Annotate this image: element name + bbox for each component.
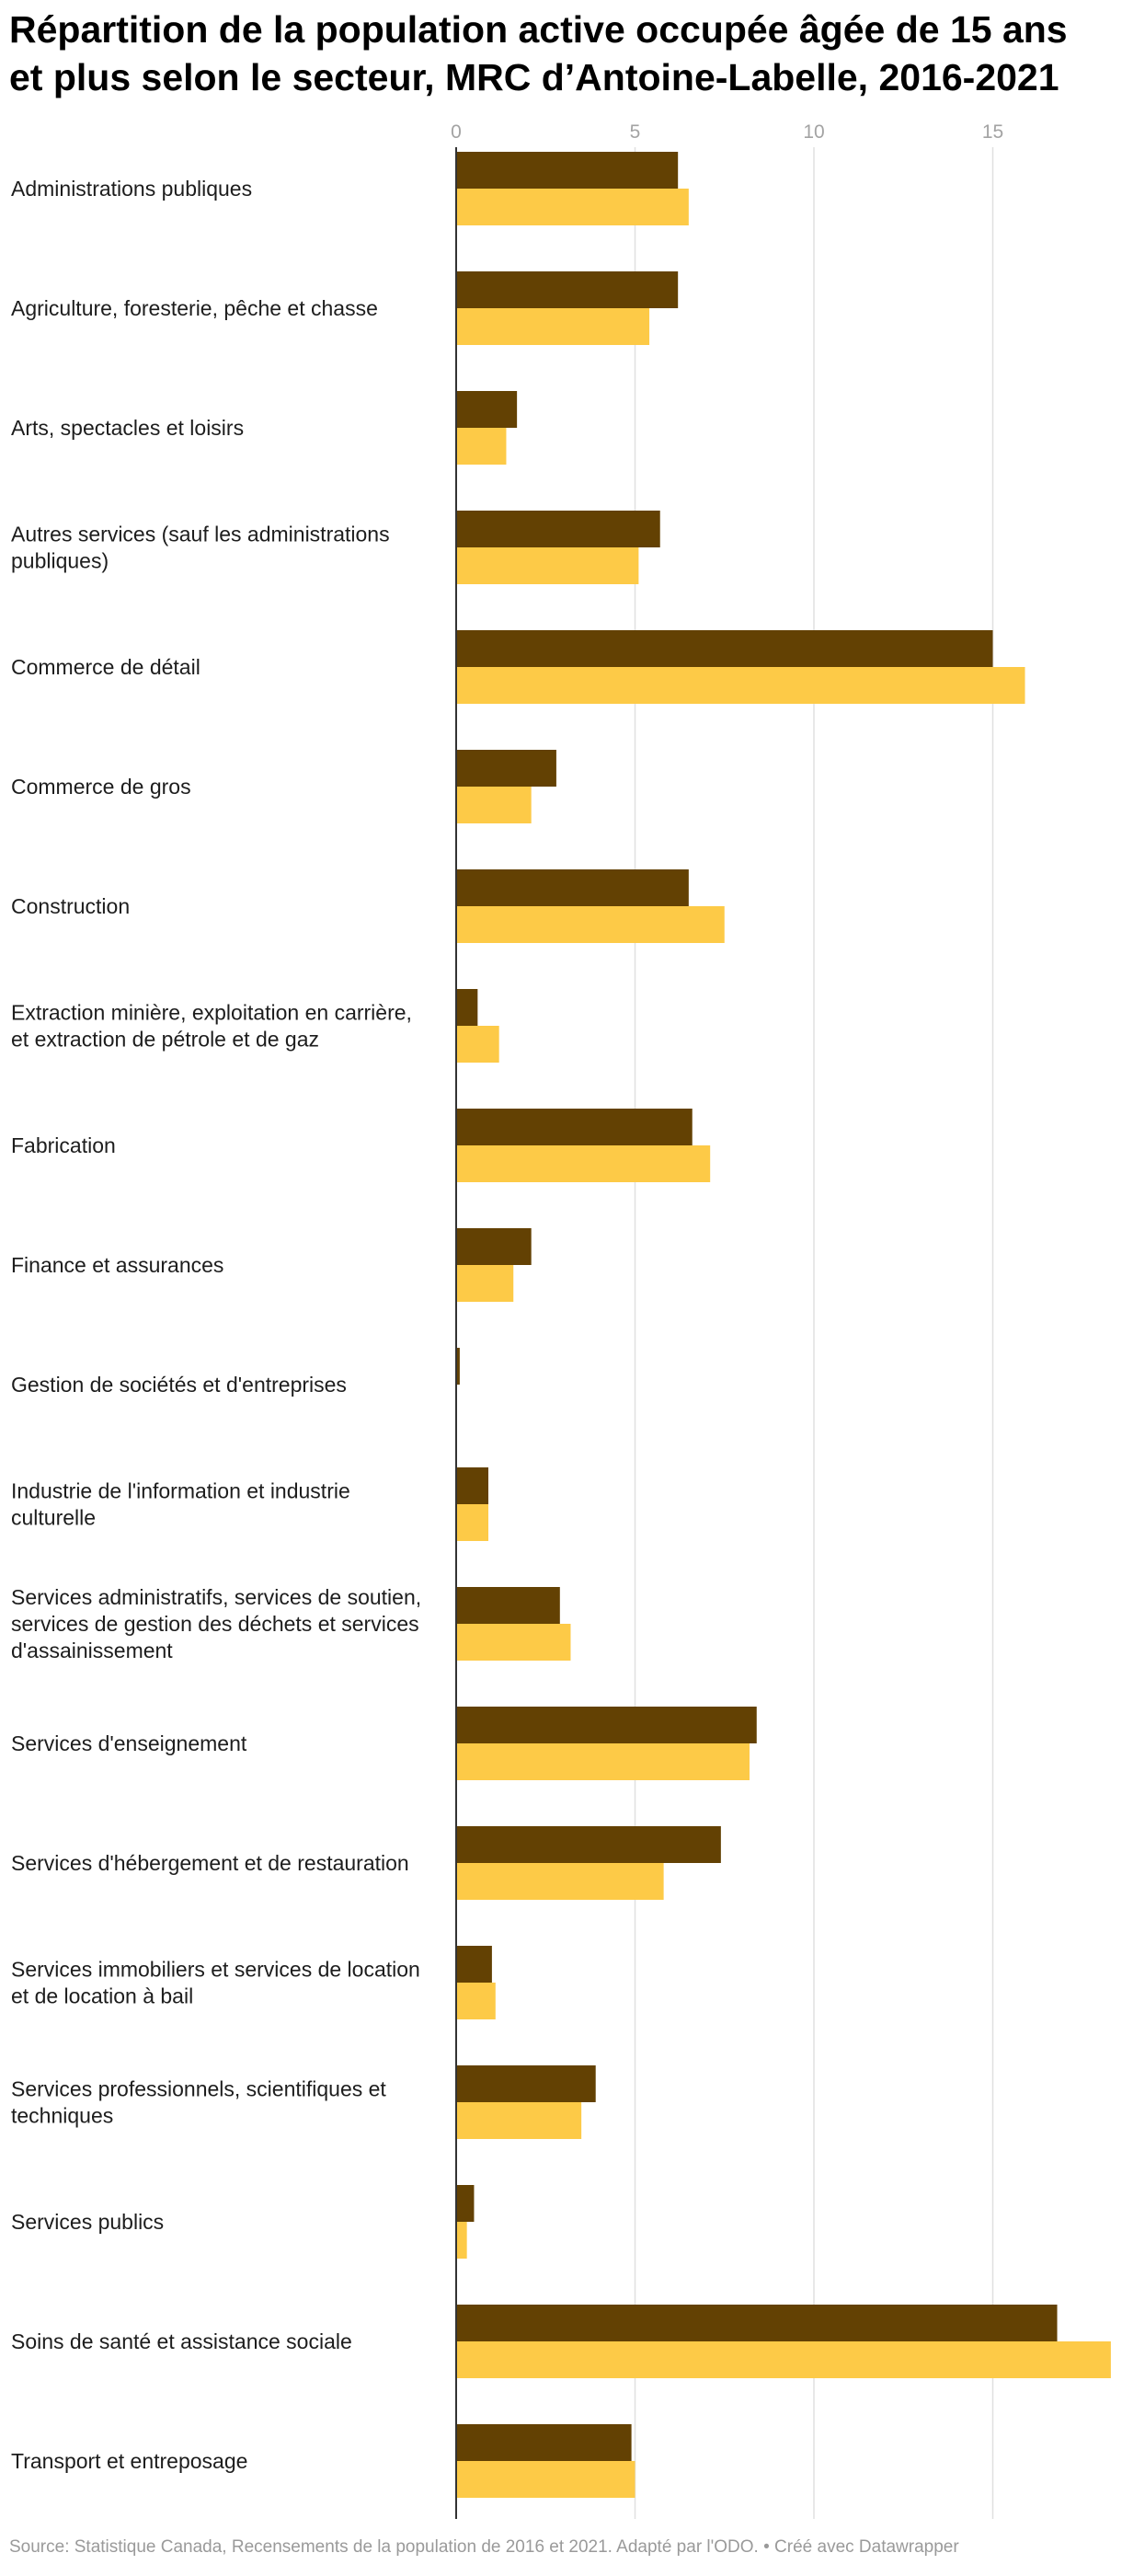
bar-series-1-2 xyxy=(456,391,517,428)
category-labels xyxy=(11,177,421,2473)
chart-title-line-1: Répartition de la population active occupée âgée de 15 ans xyxy=(9,8,1068,51)
bar-series-2-0 xyxy=(456,189,689,225)
category-label: Soins de santé et assistance sociale xyxy=(11,2329,352,2353)
category-label: Services d'hébergement et de restauration xyxy=(11,1851,409,1875)
x-tick-label: 5 xyxy=(629,121,641,143)
bar-series-1-5 xyxy=(456,750,556,787)
bar-series-1-3 xyxy=(456,511,660,547)
category-label: publiques) xyxy=(11,548,109,573)
bar-series-2-16 xyxy=(456,2102,581,2139)
bar-series-1-4 xyxy=(456,630,993,667)
bar-series-1-0 xyxy=(456,152,678,189)
category-label: techniques xyxy=(11,2103,114,2128)
category-label: culturelle xyxy=(11,1505,97,1530)
bar-series-1-13 xyxy=(456,1707,757,1743)
category-label: Services administratifs, services de soutien, xyxy=(11,1585,422,1609)
bar-series-2-11 xyxy=(456,1504,488,1541)
category-label: Construction xyxy=(11,894,131,918)
category-label: d'assainissement xyxy=(11,1639,173,1662)
bar-series-1-15 xyxy=(456,1946,492,1983)
bar-series-2-5 xyxy=(456,787,532,823)
bar-series-2-15 xyxy=(456,1983,496,2019)
category-label: Agriculture, foresterie, pêche et chasse xyxy=(11,296,378,320)
bar-series-1-17 xyxy=(456,2185,474,2222)
bar-series-2-4 xyxy=(456,667,1025,704)
bar-series-2-19 xyxy=(456,2461,635,2498)
gridlines xyxy=(635,147,993,2519)
category-label: Finance et assurances xyxy=(11,1253,224,1277)
category-label: Fabrication xyxy=(11,1133,116,1157)
bar-series-2-2 xyxy=(456,428,506,465)
category-label: Industrie de l'information et industrie xyxy=(11,1478,350,1503)
bar-series-2-6 xyxy=(456,906,725,943)
bar-series-2-13 xyxy=(456,1743,750,1780)
category-label: Services publics xyxy=(11,2210,165,2234)
chart-title-line-2: et plus selon le secteur, MRC d’Antoine-Labelle, 2016-2021 xyxy=(9,56,1059,98)
bar-series-1-12 xyxy=(456,1587,560,1624)
bar-series-2-17 xyxy=(456,2222,467,2259)
bar-series-1-1 xyxy=(456,271,678,308)
category-label: Arts, spectacles et loisirs xyxy=(11,416,245,440)
x-tick-label: 10 xyxy=(803,121,825,143)
bar-series-2-14 xyxy=(456,1863,664,1900)
category-label: et de location à bail xyxy=(11,1984,194,2008)
bar-series-1-7 xyxy=(456,989,477,1026)
bar-series-1-8 xyxy=(456,1109,693,1145)
bar-series-1-9 xyxy=(456,1228,532,1265)
x-tick-label: 0 xyxy=(451,121,462,143)
category-label: Commerce de gros xyxy=(11,775,191,799)
bar-series-1-14 xyxy=(456,1826,721,1863)
bar-series-2-18 xyxy=(456,2341,1111,2378)
category-label: services de gestion des déchets et services xyxy=(11,1612,419,1636)
category-label: Transport et entreposage xyxy=(11,2449,248,2473)
source-note: Source: Statistique Canada, Recensements de la population de 2016 et 2021. Adapté par l'ODO. • Créé avec Datawrapper xyxy=(9,2537,959,2557)
bar-series-1-6 xyxy=(456,869,689,906)
category-label: Gestion de sociétés et d'entreprises xyxy=(11,1373,347,1397)
bar-series-2-7 xyxy=(456,1026,499,1063)
x-tick-label: 15 xyxy=(981,121,1004,143)
bar-series-1-19 xyxy=(456,2424,632,2461)
category-label: Services professionnels, scientifiques et xyxy=(11,2076,386,2101)
category-label: Extraction minière, exploitation en carrière, xyxy=(11,1000,412,1025)
bar-series-2-3 xyxy=(456,547,638,584)
bar-series-1-18 xyxy=(456,2305,1058,2341)
bar-series-1-11 xyxy=(456,1467,488,1504)
category-label: Services d'enseignement xyxy=(11,1731,247,1755)
bar-series-1-16 xyxy=(456,2065,596,2102)
bar-series-2-12 xyxy=(456,1624,570,1661)
category-label: et extraction de pétrole et de gaz xyxy=(11,1027,319,1052)
bar-series-2-8 xyxy=(456,1145,710,1182)
category-label: Autres services (sauf les administrations xyxy=(11,522,390,546)
bar-series-2-9 xyxy=(456,1265,513,1302)
bar-series-2-1 xyxy=(456,308,649,345)
category-label: Services immobiliers et services de location xyxy=(11,1957,420,1982)
bars xyxy=(456,152,1111,2498)
category-label: Commerce de détail xyxy=(11,655,200,679)
category-label: Administrations publiques xyxy=(11,177,253,201)
x-axis-ticks xyxy=(451,121,1003,143)
